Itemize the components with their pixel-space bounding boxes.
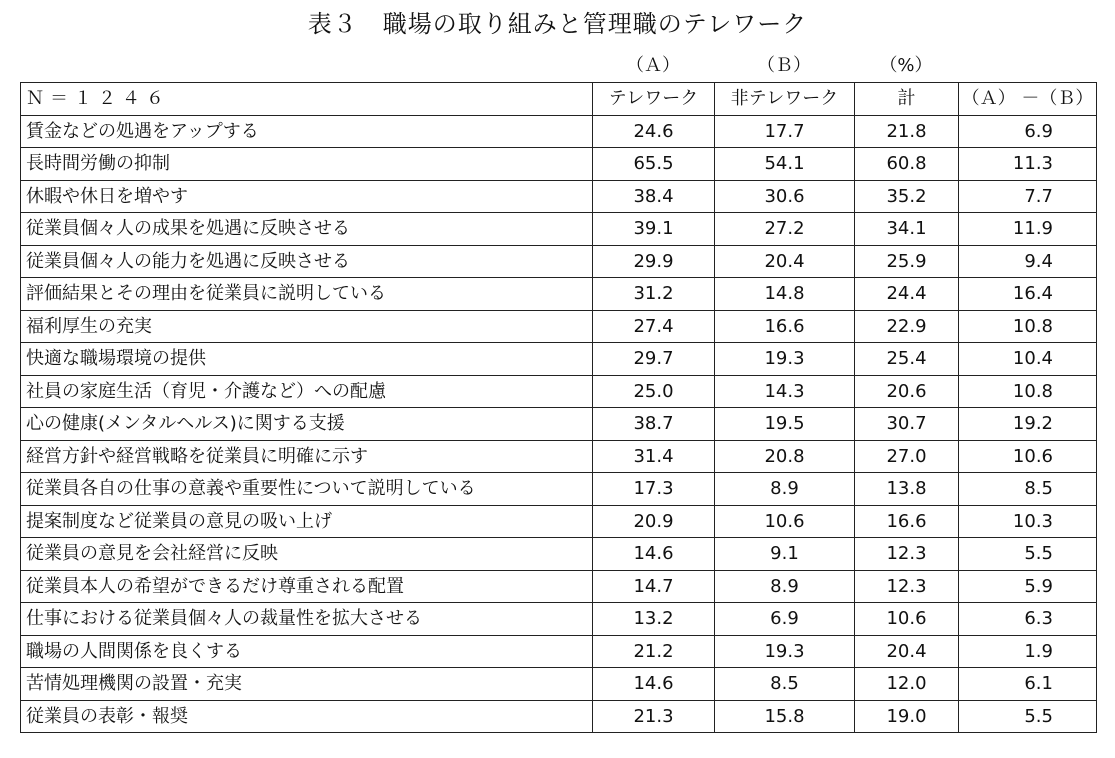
row-item-label: 心の健康(メンタルヘルス)に関する支援 — [21, 408, 593, 441]
marker-a: （Ａ） — [626, 55, 680, 76]
row-value-b: 19.3 — [715, 635, 855, 668]
row-item-label: 社員の家庭生活（育児・介護など）への配慮 — [21, 375, 593, 408]
row-value-total: 21.8 — [855, 115, 959, 148]
row-value-b: 10.6 — [715, 505, 855, 538]
row-value-diff: 9.4 — [959, 245, 1097, 278]
row-value-a: 14.6 — [593, 668, 715, 701]
row-value-total: 16.6 — [855, 505, 959, 538]
row-value-a: 31.4 — [593, 440, 715, 473]
row-value-diff: 10.6 — [959, 440, 1097, 473]
row-value-diff: 10.8 — [959, 375, 1097, 408]
table-row — [21, 570, 1097, 603]
row-value-total: 27.0 — [855, 440, 959, 473]
row-value-a: 65.5 — [593, 148, 715, 181]
row-value-total: 10.6 — [855, 603, 959, 636]
row-item-label: 従業員個々人の能力を処遇に反映させる — [21, 245, 593, 278]
row-value-diff: 10.8 — [959, 310, 1097, 343]
row-value-diff: 1.9 — [959, 635, 1097, 668]
row-value-total: 25.4 — [855, 343, 959, 376]
row-value-a: 14.7 — [593, 570, 715, 603]
row-value-diff: 5.5 — [959, 700, 1097, 733]
table-row — [21, 343, 1097, 376]
row-value-total: 24.4 — [855, 278, 959, 311]
row-value-diff: 6.3 — [959, 603, 1097, 636]
row-value-a: 38.4 — [593, 180, 715, 213]
row-value-b: 30.6 — [715, 180, 855, 213]
row-value-a: 29.9 — [593, 245, 715, 278]
row-item-label: 福利厚生の充実 — [21, 310, 593, 343]
table-row — [21, 473, 1097, 506]
row-value-b: 8.5 — [715, 668, 855, 701]
row-value-b: 17.7 — [715, 115, 855, 148]
table-row — [21, 148, 1097, 181]
table-row — [21, 213, 1097, 246]
row-value-a: 27.4 — [593, 310, 715, 343]
marker-pct: （%） — [879, 55, 933, 76]
row-value-b: 14.8 — [715, 278, 855, 311]
row-item-label: 長時間労働の抑制 — [21, 148, 593, 181]
row-value-total: 35.2 — [855, 180, 959, 213]
row-value-total: 12.3 — [855, 538, 959, 571]
row-value-a: 20.9 — [593, 505, 715, 538]
row-item-label: 従業員個々人の成果を処遇に反映させる — [21, 213, 593, 246]
row-value-a: 14.6 — [593, 538, 715, 571]
table-row — [21, 603, 1097, 636]
row-value-a: 24.6 — [593, 115, 715, 148]
row-value-b: 16.6 — [715, 310, 855, 343]
row-value-diff: 5.5 — [959, 538, 1097, 571]
row-item-label: 提案制度など従業員の意見の吸い上げ — [21, 505, 593, 538]
row-item-label: 経営方針や経営戦略を従業員に明確に示す — [21, 440, 593, 473]
row-value-total: 12.0 — [855, 668, 959, 701]
row-value-b: 14.3 — [715, 375, 855, 408]
row-value-a: 25.0 — [593, 375, 715, 408]
table-row — [21, 408, 1097, 441]
row-value-a: 38.7 — [593, 408, 715, 441]
row-value-total: 12.3 — [855, 570, 959, 603]
row-item-label: 快適な職場環境の提供 — [21, 343, 593, 376]
table-row — [21, 538, 1097, 571]
table-title: 表３ 職場の取り組みと管理職のテレワーク — [307, 10, 808, 38]
row-value-b: 20.8 — [715, 440, 855, 473]
column-markers — [20, 53, 1096, 79]
row-value-b: 19.3 — [715, 343, 855, 376]
header-col-b: 非テレワーク — [715, 83, 855, 116]
table-row — [21, 375, 1097, 408]
row-item-label: 従業員の表彰・報奨 — [21, 700, 593, 733]
row-item-label: 従業員の意見を会社経営に反映 — [21, 538, 593, 571]
row-item-label: 休暇や休日を増やす — [21, 180, 593, 213]
header-col-a: テレワーク — [593, 83, 715, 116]
table-row — [21, 635, 1097, 668]
row-value-total: 60.8 — [855, 148, 959, 181]
row-value-diff: 7.7 — [959, 180, 1097, 213]
table-row — [21, 278, 1097, 311]
row-item-label: 従業員本人の希望ができるだけ尊重される配置 — [21, 570, 593, 603]
row-value-a: 17.3 — [593, 473, 715, 506]
row-item-label: 仕事における従業員個々人の裁量性を拡大させる — [21, 603, 593, 636]
header-col-diff: （Ａ） －（Ｂ） — [959, 83, 1097, 116]
row-value-diff: 5.9 — [959, 570, 1097, 603]
row-value-b: 6.9 — [715, 603, 855, 636]
data-table — [20, 82, 1097, 733]
row-value-diff: 11.3 — [959, 148, 1097, 181]
table-row — [21, 440, 1097, 473]
row-value-a: 13.2 — [593, 603, 715, 636]
row-value-a: 21.3 — [593, 700, 715, 733]
row-value-b: 9.1 — [715, 538, 855, 571]
row-value-b: 8.9 — [715, 473, 855, 506]
row-value-b: 8.9 — [715, 570, 855, 603]
row-item-label: 職場の人間関係を良くする — [21, 635, 593, 668]
row-value-b: 19.5 — [715, 408, 855, 441]
table-row — [21, 245, 1097, 278]
marker-b: （Ｂ） — [757, 55, 811, 76]
row-value-diff: 10.3 — [959, 505, 1097, 538]
n-label: Ｎ＝１２４６ — [21, 83, 593, 116]
row-value-total: 30.7 — [855, 408, 959, 441]
table-row — [21, 505, 1097, 538]
header-row — [21, 83, 1097, 116]
row-value-total: 22.9 — [855, 310, 959, 343]
table-row — [21, 310, 1097, 343]
row-value-diff: 6.1 — [959, 668, 1097, 701]
row-value-total: 20.6 — [855, 375, 959, 408]
row-value-b: 27.2 — [715, 213, 855, 246]
row-value-b: 54.1 — [715, 148, 855, 181]
row-value-a: 31.2 — [593, 278, 715, 311]
row-value-total: 19.0 — [855, 700, 959, 733]
row-value-total: 13.8 — [855, 473, 959, 506]
table-row — [21, 115, 1097, 148]
row-item-label: 従業員各自の仕事の意義や重要性について説明している — [21, 473, 593, 506]
row-value-total: 25.9 — [855, 245, 959, 278]
row-value-diff: 8.5 — [959, 473, 1097, 506]
row-item-label: 賃金などの処遇をアップする — [21, 115, 593, 148]
row-value-diff: 6.9 — [959, 115, 1097, 148]
row-value-total: 34.1 — [855, 213, 959, 246]
row-value-a: 29.7 — [593, 343, 715, 376]
table-row — [21, 180, 1097, 213]
header-col-total: 計 — [855, 83, 959, 116]
row-item-label: 評価結果とその理由を従業員に説明している — [21, 278, 593, 311]
row-value-diff: 11.9 — [959, 213, 1097, 246]
row-value-a: 21.2 — [593, 635, 715, 668]
row-value-diff: 19.2 — [959, 408, 1097, 441]
row-value-b: 20.4 — [715, 245, 855, 278]
row-value-a: 39.1 — [593, 213, 715, 246]
row-value-diff: 10.4 — [959, 343, 1097, 376]
table-row — [21, 700, 1097, 733]
row-value-b: 15.8 — [715, 700, 855, 733]
row-item-label: 苦情処理機関の設置・充実 — [21, 668, 593, 701]
table-row — [21, 668, 1097, 701]
row-value-total: 20.4 — [855, 635, 959, 668]
row-value-diff: 16.4 — [959, 278, 1097, 311]
